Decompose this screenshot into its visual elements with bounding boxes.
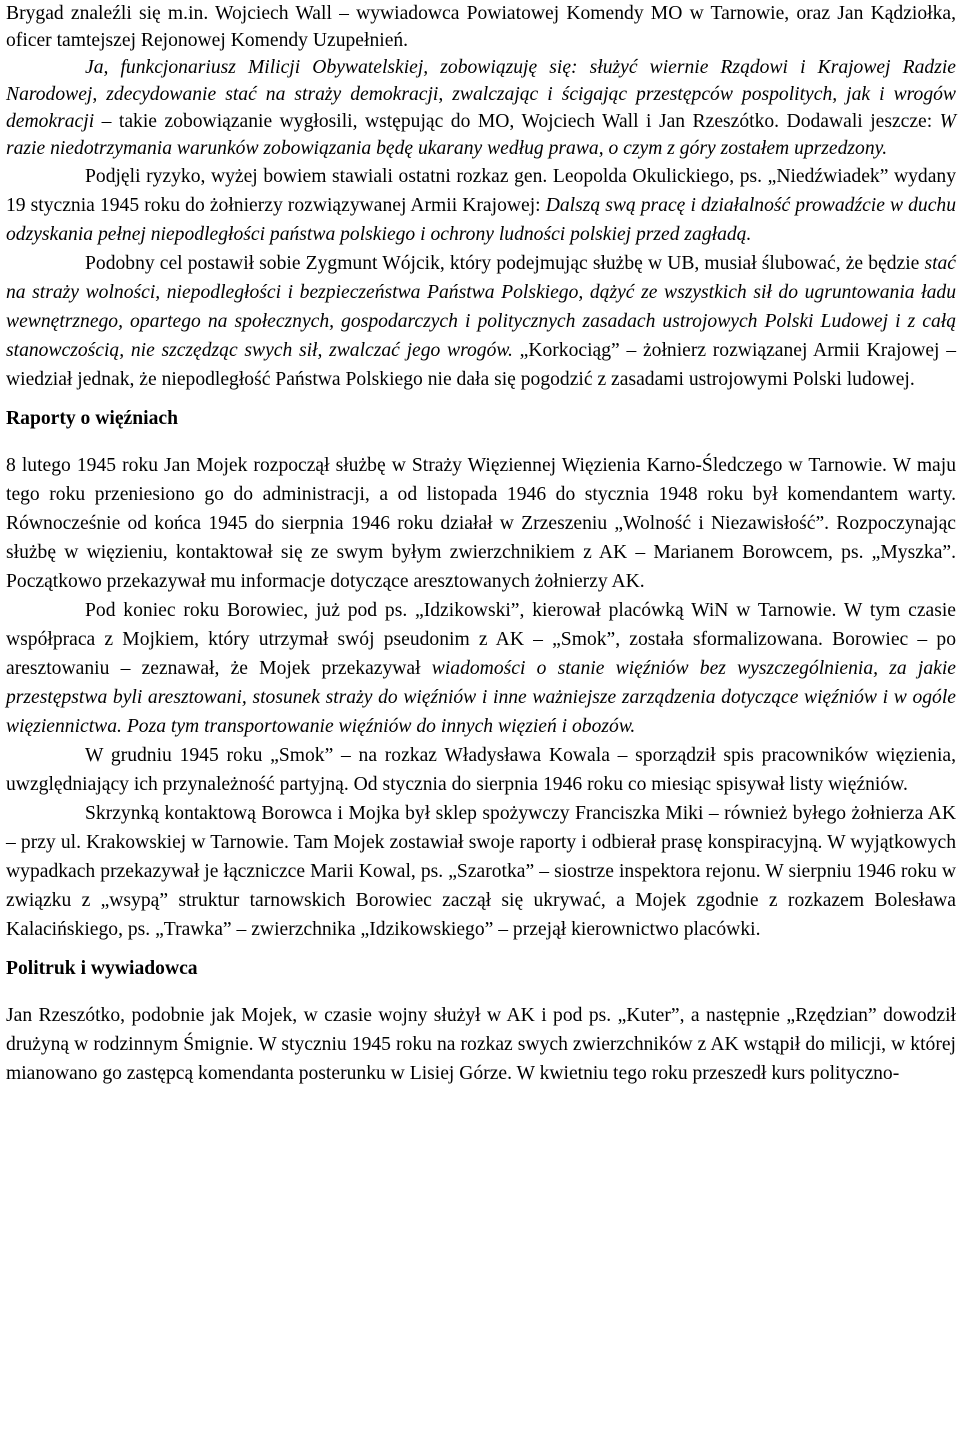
text-run: Pod koniec roku Borowiec, już pod ps. „Idzikowski”, kierował placówką WiN w Tarnowie. W tym czasie współpraca z Mojkiem, który utrzymał swój pseudonim z AK – „Smok”, została sformalizowana. Borowiec – po aresztowaniu – zeznawał, że Mojek przekazywał: [6, 600, 956, 679]
text-run: Skrzynką kontaktową Borowca i Mojka był sklep spożywczy Franciszka Miki – również byłego żołnierza AK – przy ul. Krakowskiej w Tarnowie. Tam Mojek zostawiał swoje raporty i odbierał prasę konspiracyjną. W wyjątkowych wypadkach przekazywał je łączniczce Marii Kowal, ps. „Szarotka” – siostrze inspektora rejonu. W sierpniu 1946 roku w związku z „wsypą” struktur tarnowskich Borowiec zaczął się ukrywać, a Mojek zgodnie z rozkazem Bolesława Kalacińskiego, ps. „Trawka” – zwierzchnika „Idzikowskiego” – przejął kierownictwo placówki.: [6, 803, 956, 940]
paragraph: [6, 249, 956, 394]
text-run: Podobny cel postawił sobie Zygmunt Wójcik, który podejmując służbę w UB, musiał ślubować, że będzie: [85, 253, 925, 274]
paragraph: [6, 1001, 956, 1088]
text-run: „Korkociąg” – żołnierz rozwiązanej Armii Krajowej – wiedział jednak, że niepodległość Państwa Polskiego nie dała się pogodzić z zasadami ustrojowymi Polski ludowej.: [6, 340, 956, 390]
paragraph: [6, 741, 956, 799]
paragraph: [6, 451, 956, 596]
document-page: [6, 0, 956, 1088]
text-run: – takie zobowiązanie wygłosili, wstępując do MO, Wojciech Wall i Jan Rzeszótko. Dodawali jeszcze:: [94, 111, 940, 132]
quoted-text: stać na straży wolności, niepodległości i bezpieczeństwa Państwa Polskiego, dążyć ze wszystkich sił do ugruntowania ładu wewnętrznego, opartego na społecznych, gospodarczych i politycznych zasadach ustrojowych Polski Ludowej i z całą stanowczością, nie szczędząc swych sił, zwalczać jego wrogów.: [6, 253, 956, 361]
text-run: W grudniu 1945 roku „Smok” – na rozkaz Władysława Kowala – sporządził spis pracowników więzienia, uwzględniający ich przynależność partyjną. Od stycznia do sierpnia 1946 roku co miesiąc spisywał listy więźniów.: [6, 745, 956, 795]
quoted-text: Ja, funkcjonariusz Milicji Obywatelskiej, zobowiązuję się: służyć wiernie Rządowi i Krajowej Radzie Narodowej, zdecydowanie stać na straży demokracji, zwalczając i ścigając przestępców pospolitych, jak i wrogów demokracji: [6, 57, 956, 132]
quoted-text: W razie niedotrzymania warunków zobowiązania będę ukarany według prawa, o czym z góry zostałem uprzedzony.: [6, 111, 956, 159]
quoted-text: Dalszą swą pracę i działalność prowadźcie w duchu odzyskania pełnej niepodległości państwa polskiego i ochrony ludności polskiej przed zagładą.: [6, 195, 957, 245]
text-run: Brygad znaleźli się m.in. Wojciech Wall – wywiadowca Powiatowej Komendy MO w Tarnowie, oraz Jan Kądziołka, oficer tamtejszej Rejonowej Komendy Uzupełnień.: [6, 3, 956, 51]
paragraph: [6, 799, 956, 944]
text-run: Jan Rzeszótko, podobnie jak Mojek, w czasie wojny służył w AK i pod ps. „Kuter”, a następnie „Rzędzian” dowodził drużyną w rodzinnym Śmignie. W styczniu 1945 roku na rozkaz swych zwierzchników z AK wstąpił do milicji, w której mianowano go zastępcą komendanta posterunku w Lisiej Górze. W kwietniu tego roku przeszedł kurs polityczno-: [6, 1005, 956, 1084]
quoted-text: wiadomości o stanie więźniów bez wyszczególnienia, za jakie przestępstwa byli aresztowani, stosunek straży do więźniów i inne ważniejsze zarządzenia dotyczące więźniów i w ogóle więziennictwa. Poza tym transportowanie więźniów do innych więzień i obozów.: [6, 658, 956, 737]
oath-paragraph: [6, 54, 956, 162]
paragraph: [6, 596, 956, 741]
section-heading: Politruk i wywiadowca: [6, 958, 198, 979]
paragraph: [6, 162, 956, 249]
text-run: 8 lutego 1945 roku Jan Mojek rozpoczął służbę w Straży Więziennej Więzienia Karno-Śledczego w Tarnowie. W maju tego roku przeniesiono go do administracji, a od listopada 1946 do stycznia 1948 roku był komendantem warty. Równocześnie od końca 1945 do sierpnia 1946 roku działał w Zrzeszeniu „Wolność i Niezawisłość”. Rozpoczynając służbę w więzieniu, kontaktował się ze swym byłym zwierzchnikiem z AK – Marianem Borowcem, ps. „Myszka”. Początkowo przekazywał mu informacje dotyczące aresztowanych żołnierzy AK.: [6, 455, 956, 592]
paragraph: [6, 0, 956, 54]
text-run: Podjęli ryzyko, wyżej bowiem stawiali ostatni rozkaz gen. Leopolda Okulickiego, ps. „Niedźwiadek” wydany 19 stycznia 1945 roku do żołnierzy rozwiązywanej Armii Krajowej:: [6, 166, 956, 216]
section-heading: Raporty o więźniach: [6, 408, 178, 429]
